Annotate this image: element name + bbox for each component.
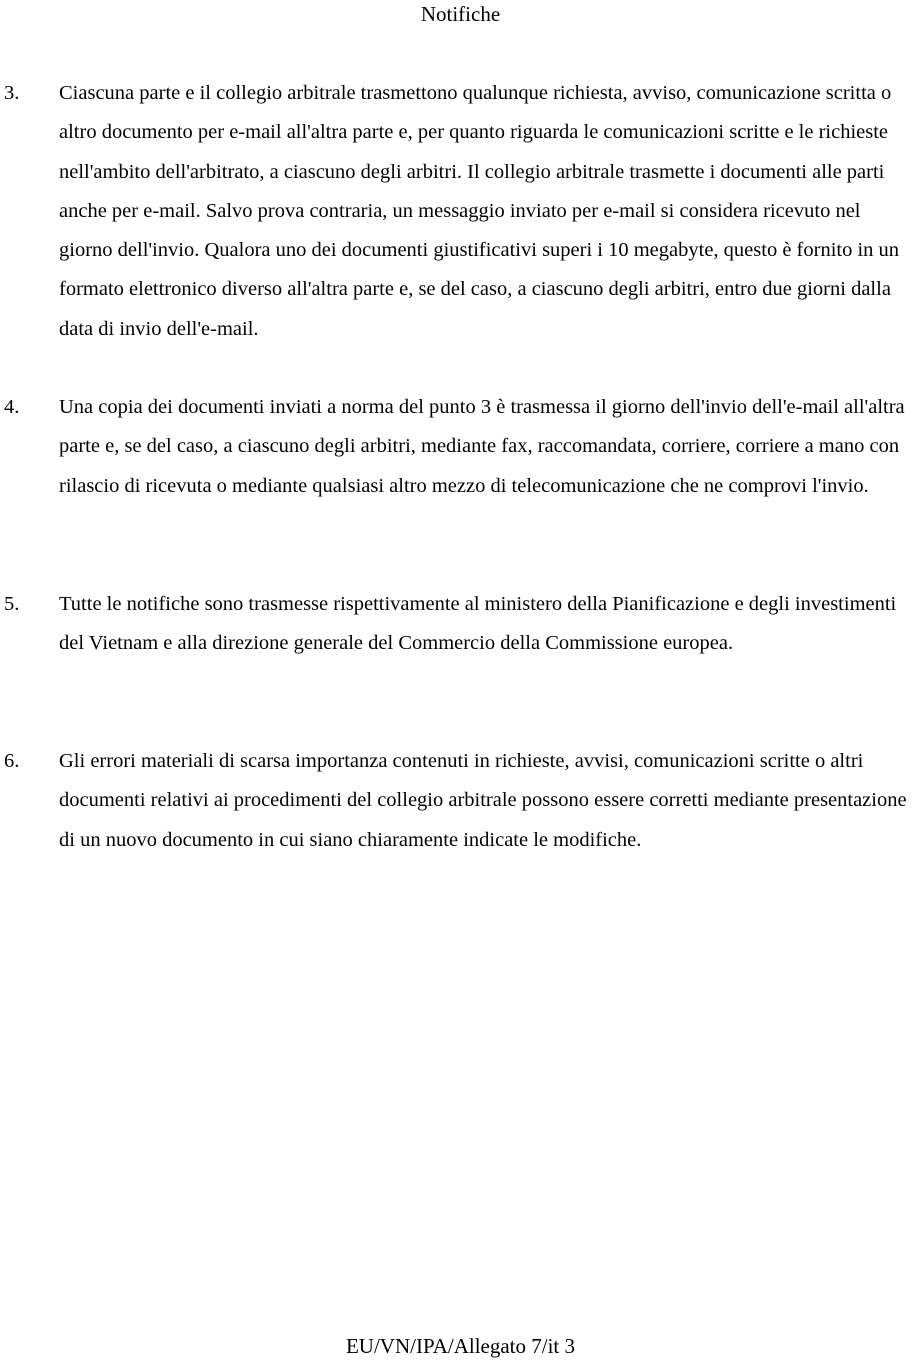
paragraph-text: Tutte le notifiche sono trasmesse rispettivamente al ministero della Pianificazione e degli investimenti del Vietnam e alla direzione generale del Commercio della Commissione europea.	[59, 593, 897, 655]
paragraph-text: Una copia dei documenti inviati a norma del punto 3 è trasmessa il giorno dell'invio dell'e-mail all'altra parte e, se del caso, a ciascuno degli arbitri, mediante fax, raccomandata, corriere, corriere a mano con rilascio di ricevuta o mediante qualsiasi altro mezzo di telecomunicazione che ne comprovi l'invio.	[59, 396, 905, 497]
page-title: Notifiche	[420, 2, 501, 26]
paragraph-text: Ciascuna parte e il collegio arbitrale trasmettono qualunque richiesta, avviso, comunicazione scritta o altro documento per e-mail all'altra parte e, per quanto riguarda le comunicazioni scritte e le richieste nell'ambito dell'arbitrato, a ciascuno degli arbitri. Il collegio arbitrale trasmette i documenti alle parti anche per e-mail. Salvo prova contraria, un messaggio inviato per e-mail si considera ricevuto nel giorno dell'invio. Qualora uno dei documenti giustificativi superi i 10 megabyte, questo è fornito in un formato elettronico diverso all'altra parte e, se del caso, a ciascuno degli arbitri, entro due giorni dalla data di invio dell'e-mail.	[59, 82, 900, 340]
paragraph-number: 4.	[4, 396, 20, 418]
paragraph-number: 5.	[4, 593, 20, 615]
paragraph-number: 6.	[4, 750, 20, 772]
page-footer: EU/VN/IPA/Allegato 7/it 3	[345, 1334, 576, 1358]
paragraph-number: 3.	[4, 82, 20, 104]
paragraph-text: Gli errori materiali di scarsa importanza contenuti in richieste, avvisi, comunicazioni scritte o altri documenti relativi ai procedimenti del collegio arbitrale possono essere corretti mediante presentazione di un nuovo documento in cui siano chiaramente indicate le modifiche.	[59, 750, 907, 851]
